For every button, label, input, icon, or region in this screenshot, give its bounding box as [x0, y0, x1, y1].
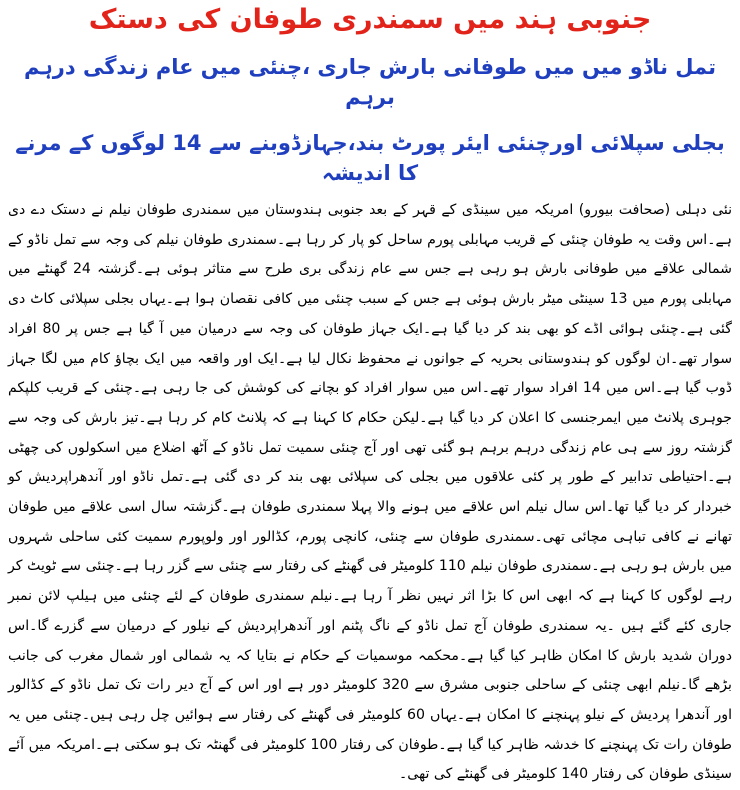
article-subheadline-1: تمل ناڈو میں میں طوفانی بارش جاری ،چنئی میں عام زندگی درہم برہم: [24, 55, 716, 109]
article-headline: جنوبی ہند میں سمندری طوفان کی دستک: [88, 4, 652, 35]
article-body: نئی دہلی (صحافت بیورو) امریکہ میں سینڈی کے قہر کے بعد جنوبی ہندوستان میں سمندری طوفان نیلم نے دستک دے دی ہے۔اس وقت یہ طوفان چنئی کے قریب مہابلی پورم ساحل کو پار کر رہا ہے۔سمندری طوفان نیلم کی وجہ سے تمل ناڈو کے شمالی علاقے میں طوفانی بارش ہو رہی ہے جس سے عام زندگی بری طرح سے متاثر ہوئی ہے۔گزشتہ 24 گھنٹے میں مہابلی پورم میں 13 سینٹی میٹر بارش ہوئی ہے جس کے سبب چنئی میں کافی نقصان ہوا ہے۔یہاں بجلی سپلائی کاٹ دی گئی ہے۔چنئی ہوائی اڈے کو بھی بند کر دیا گیا ہے۔ایک جہاز طوفان کی وجہ سے درمیان میں آ گیا ہے جس پر 80 افراد سوار تھے۔ان لوگوں کو ہندوستانی بحریہ کے جوانوں نے محفوظ نکال لیا ہے۔ایک اور واقعہ میں ایک بچاؤ کام میں لگا جہاز ڈوب گیا ہے۔اس میں 14 افراد سوار تھے۔اس میں سوار افراد کو بچانے کی کوشش کی جا رہی ہے۔چنئی کے قریب کلپکم جوہری پلانٹ میں ایمرجنسی کا اعلان کر دیا گیا ہے۔لیکن حکام کا کہنا ہے کہ پلانٹ کام کر رہا ہے۔تیز بارش کی وجہ سے گزشتہ روز سے ہی عام زندگی درہم برہم ہو گئی تھی اور آج چنئی سمیت تمل ناڈو کے آٹھ اضلاع میں اسکولوں کی چھٹی ہے۔احتیاطی تدابیر کے طور پر کئی علاقوں میں بجلی کی سپلائی بھی بند کر دی گئی ہے۔تمل ناڈو اور آندھراپردیش کو خبردار کر دیا گیا تھا۔اس سال نیلم اس علاقے میں ہونے والا پہلا سمندری طوفان ہے۔گزشتہ سال اسی علاقے میں طوفان تھانے نے کافی تباہی مچائی تھی۔سمندری طوفان سے چنئی، کانچی پورم، کڈالور اور ولوپورم سمیت کئی ساحلی شہروں میں بارش ہو رہی ہے۔سمندری طوفان نیلم 110 کلومیٹر فی گھنٹے کی رفتار سے چنئی سے گزر رہا ہے۔چنئی سے ٹویٹ کر رہے لوگوں کا کہنا ہے کہ ابھی اس کا بڑا اثر نہیں نظر آ رہا ہے۔نیلم سمندری طوفان کے لئے چنئی میں ہیلپ لائن نمبر جاری کئے گئے ہیں ۔یہ سمندری طوفان آج تمل ناڈو کے ناگ پٹنم اور آندھراپردیش کے نیلور کے درمیان سے گزرے گا۔اس دوران شدید بارش کا امکان ظاہر کیا گیا ہے۔محکمہ موسمیات کے حکام نے بتایا کہ یہ شمالی اور شمال مغرب کی جانب بڑھے گا۔نیلم ابھی چنئی کے ساحلی جنوبی مشرق سے 320 کلومیٹر دور ہے اور اس کے آج دیر رات تک تمل ناڈو کے کڈالور اور آندھرا پردیش کے نیلو پہنچنے کا امکان ہے۔یہاں 60 کلومیٹر فی گھنٹے کی رفتار سے ہوائیں چل رہی ہیں۔چنئی میں یہ طوفان رات تک پہنچنے کا خدشہ ظاہر کیا گیا ہے۔طوفان کی رفتار 100 کلومیٹر فی گھنٹہ تک ہو سکتی ہے۔امریکہ میں آئے سینڈی طوفان کی رفتار 140 کلومیٹر فی گھنٹے کی تھی۔: [8, 202, 732, 783]
article-subheadline-2: بجلی سپلائی اورچنئی ایئر پورٹ بند،جہازڈوبنے سے 14 لوگوں کے مرنے کا اندیشہ: [15, 131, 725, 185]
